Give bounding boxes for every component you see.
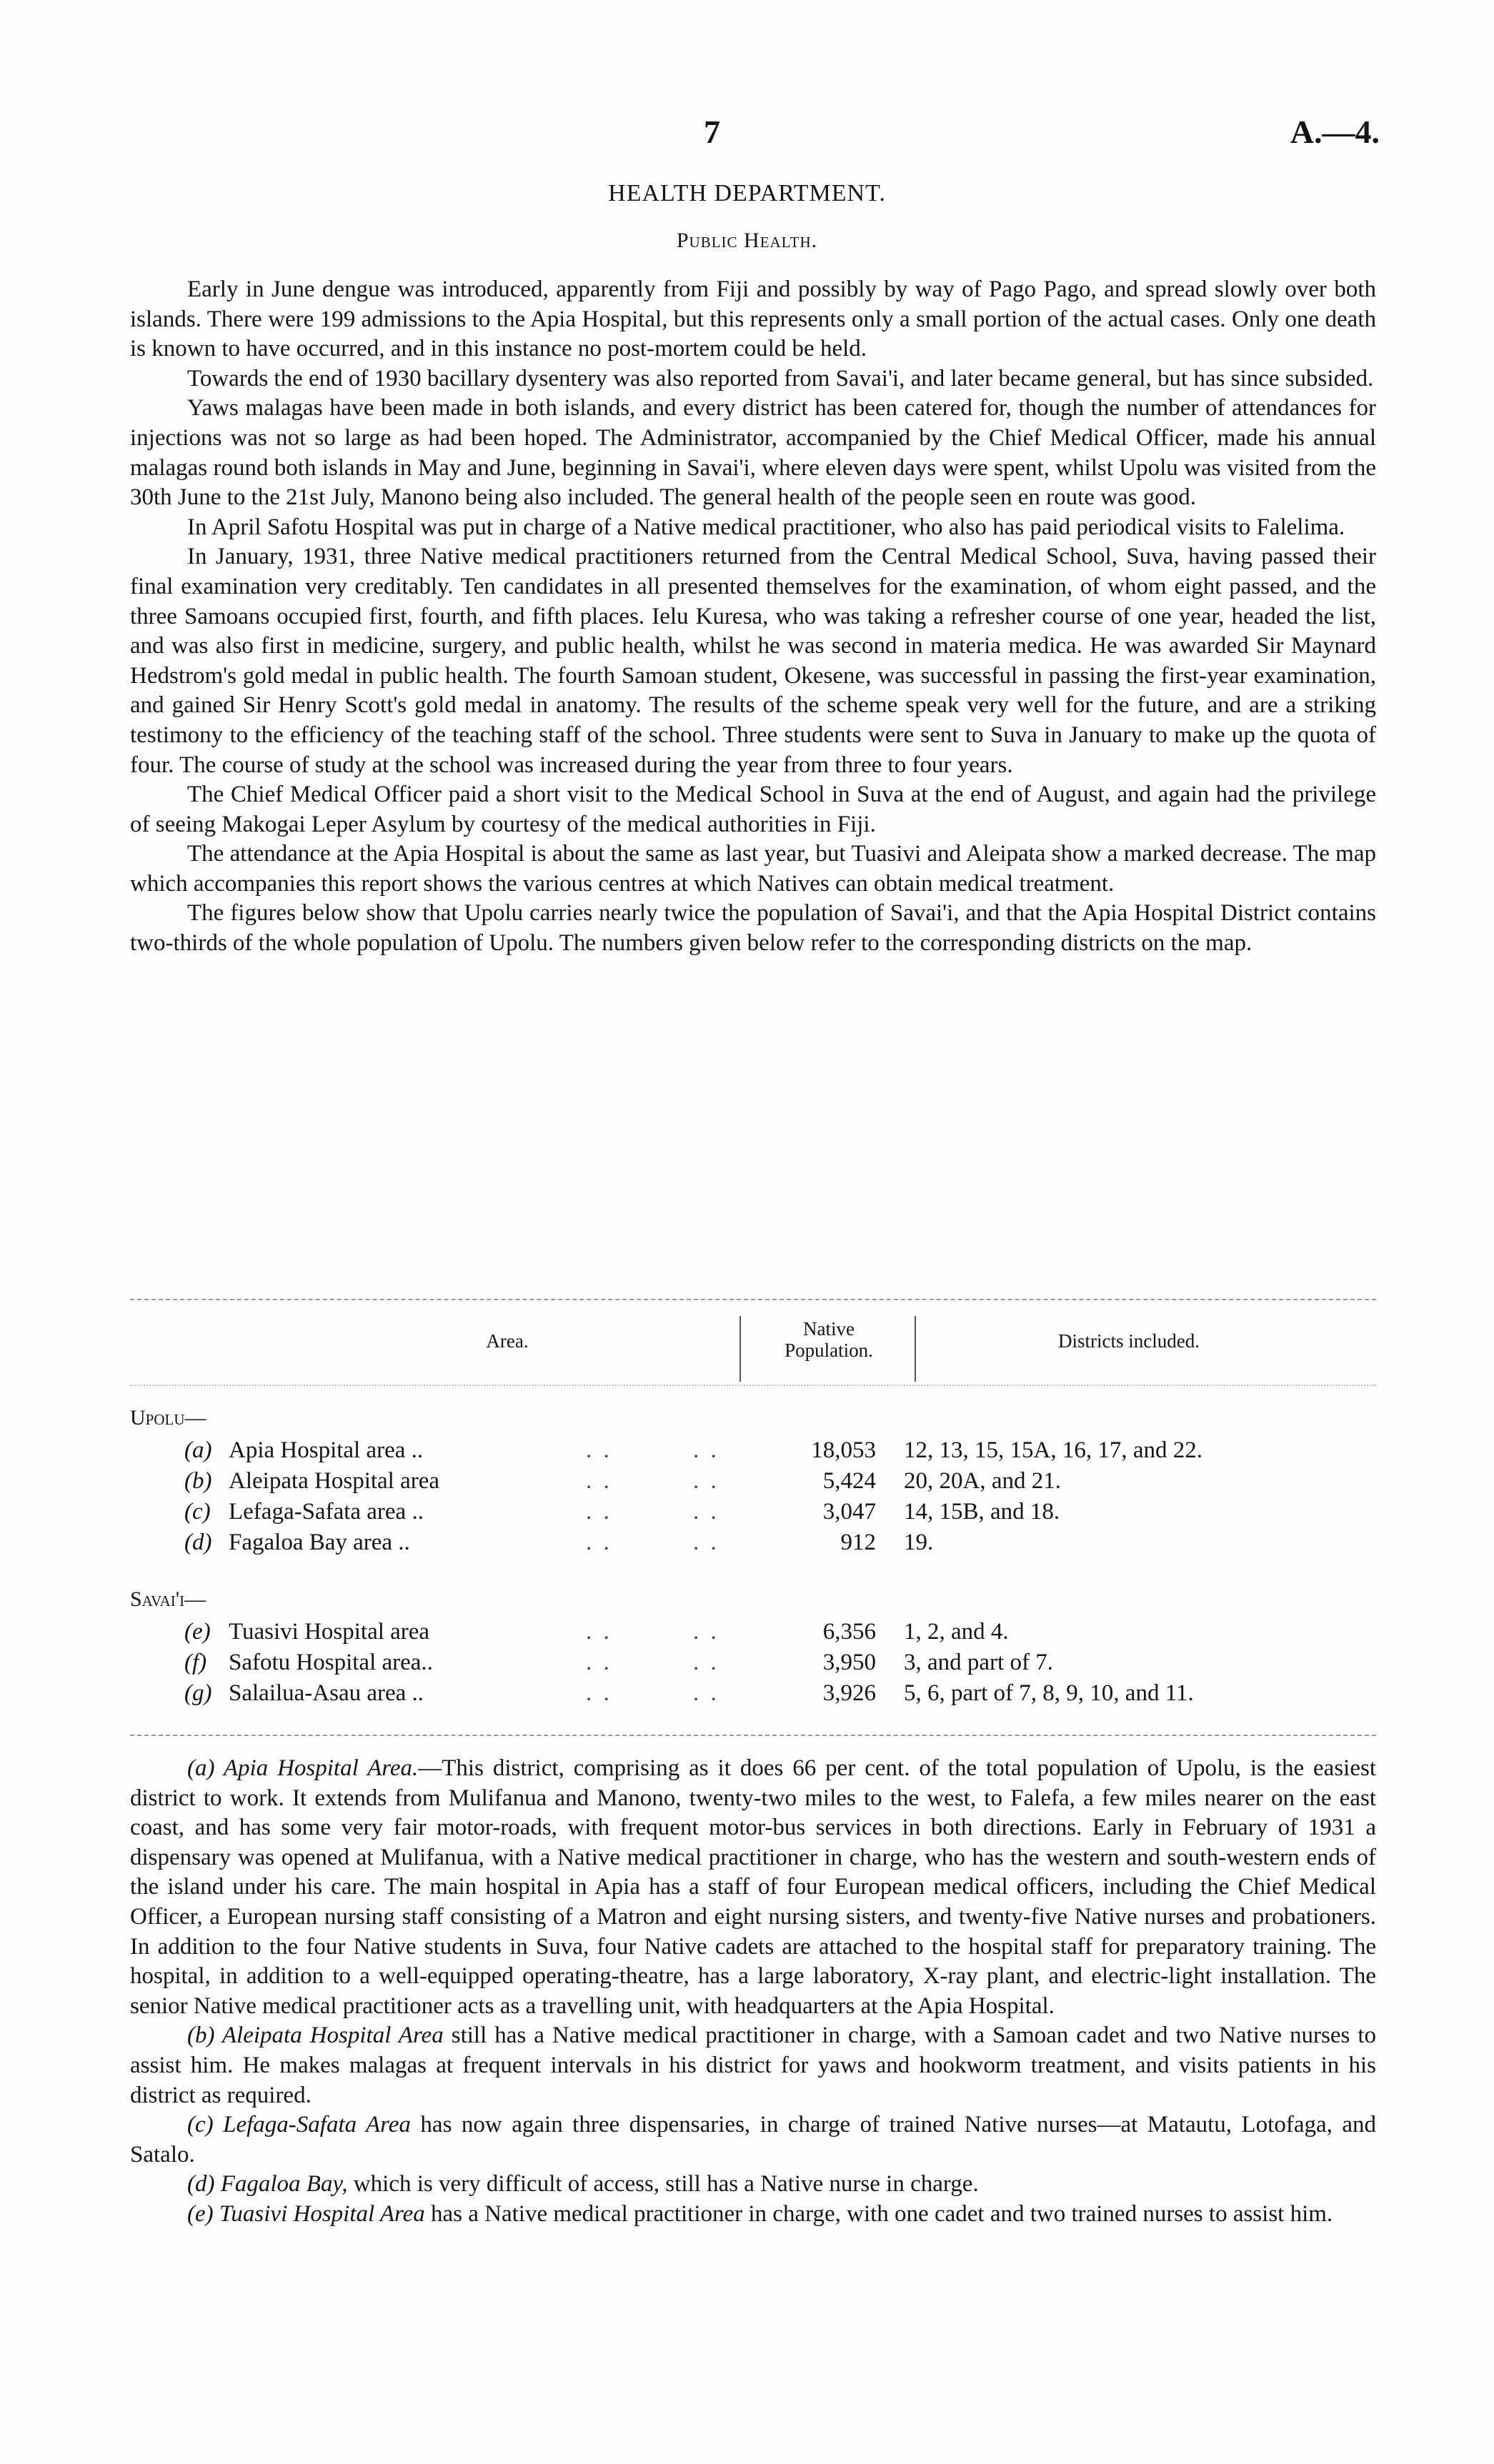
table-row <box>0 1680 1494 1712</box>
paragraph-tuasivi-area <box>130 2200 1376 2230</box>
leader-dots: . . <box>586 1530 612 1555</box>
leader-dots: . . <box>693 1650 719 1675</box>
row-population: 6,356 <box>822 1619 876 1645</box>
column-header-population <box>747 1318 911 1361</box>
leader-dots: . . <box>586 1437 612 1463</box>
paragraph-text: has a Native medical practitioner in charge, with one cadet and two trained nurses to assist him. <box>424 2200 1333 2227</box>
leader-dots: . . <box>586 1499 612 1525</box>
leader-dots: . . <box>586 1680 612 1706</box>
row-area: Tuasivi Hospital area <box>229 1619 430 1645</box>
row-districts: 14, 15B, and 18. <box>904 1499 1060 1525</box>
row-districts: 12, 13, 15, 15A, 16, 17, and 22. <box>904 1437 1202 1463</box>
paragraph-attendance: The attendance at the Apia Hospital is about the same as last year, but Tuasivi and Aleipata show a marked decrease. The map which accompanies this report shows the various centres at which Natives can obtain medical treatment. <box>130 841 1376 897</box>
table-row <box>0 1499 1494 1530</box>
section-title: HEALTH DEPARTMENT. <box>608 180 886 206</box>
row-letter: (e) <box>184 1619 211 1645</box>
region-label-savaii: Savai'i— <box>130 1587 206 1611</box>
paragraph-dengue: Early in June dengue was introduced, apparently from Fiji and possibly by way of Pago Pago, and spread slowly over both islands. There were 199 admissions to the Apia Hospital, but this represents only a small portion of the actual cases. Only one death is known to have occurred, and in this instance no post-mortem could be held. <box>130 276 1376 362</box>
region-label-upolu: Upolu— <box>130 1406 206 1430</box>
row-area: Fagaloa Bay area .. <box>229 1530 410 1555</box>
row-letter: (b) <box>184 1468 212 1494</box>
row-districts: 20, 20A, and 21. <box>904 1468 1061 1494</box>
row-area: Salailua-Asau area .. <box>229 1680 424 1706</box>
leader-dots: . . <box>693 1468 719 1494</box>
row-population: 3,926 <box>822 1680 876 1706</box>
row-population: 3,047 <box>822 1499 876 1525</box>
column-header-districts: Districts included. <box>1058 1330 1200 1352</box>
row-letter: (f) <box>184 1650 207 1675</box>
column-header-area: Area. <box>486 1330 529 1352</box>
paragraph-text: has now again three dispensaries, in charge of trained Native nurses—at Matautu, Lotofaga, and Satalo. <box>130 2112 1377 2168</box>
paragraph-lead: (a) Apia Hospital Area. <box>187 1755 419 1781</box>
page-number: 7 <box>704 114 720 150</box>
row-population: 18,053 <box>811 1437 876 1463</box>
paragraph-lead: (e) Tuasivi Hospital Area <box>187 2200 425 2227</box>
paragraph-medical-school: In January, 1931, three Native medical practitioners returned from the Central Medical School, Suva, having passed their final examination very creditably. Ten candidates in all presented themselves for the examination, of whom eight passed, and the three Samoans occupied first, fourth, and fifth places. Ielu Kuresa, who was taking a refresher course of one year, headed the list, and was also first in medicine, surgery, and public health, whilst he was second in materia medica. He was awarded Sir Maynard Hedstrom's gold medal in public health. The fourth Samoan student, Okesene, was successful in passing the first-year examination, and gained Sir Henry Scott's gold medal in anatomy. The results of the scheme speak very well for the future, and are a striking testimony to the efficiency of the teaching staff of the school. Three students were sent to Suva in January to make up the quota of four. The course of study at the school was increased during the year from three to four years. <box>130 544 1376 778</box>
leader-dots: . . <box>586 1619 612 1645</box>
column-header-population-line2: Population. <box>785 1340 873 1361</box>
row-districts: 3, and part of 7. <box>904 1650 1053 1675</box>
leader-dots: . . <box>693 1619 719 1645</box>
leader-dots: . . <box>693 1437 719 1463</box>
row-area: Aleipata Hospital area <box>229 1468 440 1494</box>
row-population: 912 <box>840 1530 876 1555</box>
row-area: Apia Hospital area .. <box>229 1437 424 1463</box>
paragraph-suva-visit: The Chief Medical Officer paid a short visit to the Medical School in Suva at the end of August, and again had the privilege of seeing Makogai Leper Asylum by courtesy of the medical authorities in Fiji. <box>130 782 1376 837</box>
paragraph-apia-area <box>130 1754 1376 2021</box>
body-text-top <box>130 275 1376 959</box>
leader-dots: . . <box>586 1650 612 1675</box>
column-divider-right <box>915 1316 916 1382</box>
paragraph-population-figures: The figures below show that Upolu carries nearly twice the population of Savai'i, and that the Apia Hospital District contains two-thirds of the whole population of Upolu. The numbers given below refer to the corresponding districts on the map. <box>130 900 1376 957</box>
row-districts: 19. <box>904 1530 934 1555</box>
table-row <box>0 1530 1494 1561</box>
leader-dots: . . <box>693 1530 719 1555</box>
row-population: 5,424 <box>822 1468 876 1494</box>
row-districts: 1, 2, and 4. <box>904 1619 1009 1645</box>
paragraph-aleipata-area <box>130 2021 1376 2110</box>
leader-dots: . . <box>693 1499 719 1525</box>
row-letter: (g) <box>184 1680 212 1706</box>
row-area: Safotu Hospital area.. <box>229 1650 433 1675</box>
paragraph-fagaloa-bay <box>130 2170 1376 2200</box>
table-row <box>0 1619 1494 1650</box>
row-population: 3,950 <box>822 1650 876 1675</box>
paragraph-yaws: Yaws malagas have been made in both islands, and every district has been catered for, though the number of attendances for injections was not so large as had been hoped. The Administrator, accompanied by the Chief Medical Officer, made his annual malagas round both islands in May and June, beginning in Savai'i, where eleven days were spent, whilst Upolu was visited from the 30th June to the 21st July, Manono being also included. The general health of the people seen en route was good. <box>130 395 1376 511</box>
row-letter: (a) <box>184 1437 212 1463</box>
table-row <box>0 1468 1494 1500</box>
column-header-population-line1: Native <box>803 1318 855 1340</box>
table-row <box>0 1650 1494 1681</box>
paragraph-safotu: In April Safotu Hospital was put in charge of a Native medical practitioner, who also has paid periodical visits to Falelima. <box>187 514 1345 540</box>
table-bottom-rule <box>130 1735 1376 1736</box>
paragraph-lead: (c) Lefaga-Safata Area <box>187 2112 411 2138</box>
table-top-rule <box>130 1299 1376 1300</box>
table-row <box>0 1437 1494 1469</box>
paragraph-text: —This district, comprising as it does 66 per cent. of the total population of Upolu, is the easiest district to work. It extends from Mulifanua and Manono, twenty-two miles to the west, to Falefa, a few miles nearer on the east coast, and has some very fair motor-roads, with frequent motor-bus services in both directions. Early in February of 1931 a dispensary was opened at Mulifanua, with a Native medical practitioner in charge, who has the western and south-western ends of the island under his care. The main hospital in Apia has a staff of four European medical officers, including the Chief Medical Officer, a European nursing staff consisting of a Matron and eight nursing sisters, and twenty-five Native nurses and probationers. In addition to the four Native students in Suva, four Native cadets are attached to the hospital staff for preparatory training. The hospital, in addition to a well-equipped operating-theatre, has a large laboratory, X-ray plant, and electric-light installation. The senior Native medical practitioner acts as a travelling unit, with headquarters at the Apia Hospital. <box>130 1755 1376 2019</box>
body-text-bottom <box>130 1754 1376 2230</box>
paragraph-text: still has a Native medical practitioner in charge, with a Samoan cadet and two Native nurses to assist him. He makes malagas at frequent intervals in his district for yaws and hookworm treatment, and visits patients in his district as required. <box>130 2022 1377 2108</box>
column-divider-left <box>739 1316 741 1382</box>
paragraph-lefaga-area <box>130 2110 1376 2170</box>
section-subtitle: Public Health. <box>676 229 818 252</box>
paragraph-lead: (d) Fagaloa Bay, <box>187 2171 348 2198</box>
document-reference: A.—4. <box>1290 114 1380 150</box>
paragraph-dysentery: Towards the end of 1930 bacillary dysentery was also reported from Savai'i, and later became general, but has since subsided. <box>187 365 1374 391</box>
row-letter: (d) <box>184 1530 212 1555</box>
paragraph-lead: (b) Aleipata Hospital Area <box>187 2022 444 2049</box>
row-letter: (c) <box>184 1499 211 1525</box>
paragraph-text: which is very difficult of access, still has a Native nurse in charge. <box>347 2171 979 2198</box>
leader-dots: . . <box>586 1468 612 1494</box>
row-area: Lefaga-Safata area .. <box>229 1499 424 1525</box>
leader-dots: . . <box>693 1680 719 1706</box>
table-header-rule <box>130 1385 1376 1386</box>
row-districts: 5, 6, part of 7, 8, 9, 10, and 11. <box>904 1680 1194 1706</box>
